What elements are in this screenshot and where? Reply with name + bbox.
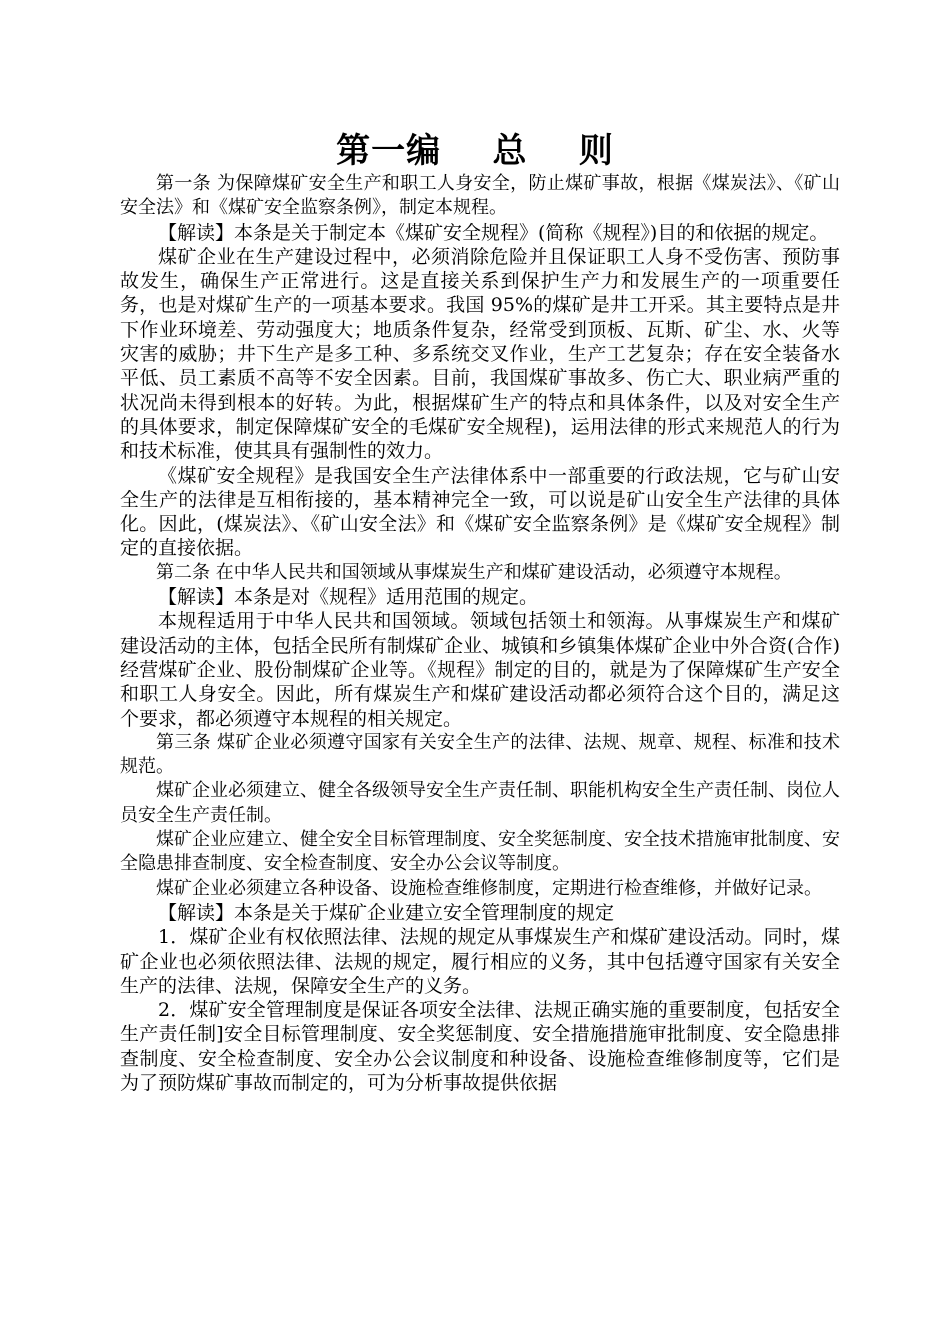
- article-paragraph: 第一条 为保障煤矿安全生产和职工人身安全，防止煤矿事故，根据《煤炭法》、《矿山安全法》和《煤矿安全监察条例》，制定本规程。: [120, 173, 840, 219]
- body-paragraph: 1．煤矿企业有权依照法律、法规的规定从事煤炭生产和煤矿建设活动。同时，煤矿企业也必须依照法律、法规的规定，履行相应的义务，其中包括遵守国家有关安全生产的法律、法规，保障安全生产的义务。: [120, 926, 840, 997]
- interpretation-paragraph: 【解读】本条是关于制定本《煤矿安全规程》(简称《规程》)目的和依据的规定。: [158, 221, 829, 244]
- article-paragraph: 煤矿企业应建立、健全安全目标管理制度、安全奖惩制度、安全技术措施审批制度、安全隐患排查制度、安全检查制度、安全办公会议等制度。: [120, 829, 840, 875]
- body-paragraph: 《煤矿安全规程》是我国安全生产法律体系中一部重要的行政法规，它与矿山安全生产的法律是互相衔接的，基本精神完全一致，可以说是矿山安全生产法律的具体化。因此，(煤炭法》、《矿山安全法》和《煤矿安全监察条例》是《煤矿安全规程》制定的直接依据。: [120, 464, 840, 560]
- document-body: [120, 172, 840, 1095]
- body-paragraph: 本规程适用于中华人民共和国领域。领域包括领土和领海。从事煤炭生产和煤矿建设活动的主体，包括全民所有制煤矿企业、城镇和乡镇集体煤矿企业中外合资(合作)经营煤矿企业、股份制煤矿企业等。《规程》制定的目的，就是为了保障煤矿生产安全和职工人身安全。因此，所有煤炭生产和煤矿建设活动都必须符合这个目的，满足这个要求，都必须遵守本规程的相关规定。: [120, 610, 840, 730]
- body-paragraph: 煤矿企业在生产建设过程中，必须消除危险并且保证职工人身不受伤害、预防事故发生，确保生产正常进行。这是直接关系到保护生产力和发展生产的一项重要任务，也是对煤矿生产的一项基本要求。我国 95%的煤矿是井工开采。其主要特点是井下作业环境差、劳动强度大；地质条件复杂，经常受到顶板、瓦斯、矿尘、水、火等灾害的威胁；井下生产是多工种、多系统交叉作业，生产工艺复杂；存在安全装备水平低、员工素质不高等不安全因素。目前，我国煤矿事故多、伤亡大、职业病严重的状况尚未得到根本的好转。为此，根据煤矿生产的特点和具体条件，以及对安全生产的具体要求，制定保障煤矿安全的毛煤矿安全规程)，运用法律的形式来规范人的行为和技术标准，使其具有强制性的效力。: [120, 245, 840, 463]
- interpretation-paragraph: 【解读】本条是关于煤矿企业建立安全管理制度的规定: [158, 901, 615, 924]
- interpretation-paragraph: 【解读】本条是对《规程》适用范围的规定。: [158, 586, 539, 609]
- body-paragraph: 2．煤矿安全管理制度是保证各项安全法律、法规正确实施的重要制度，包括安全生产责任制]安全目标管理制度、安全奖惩制度、安全措施措施审批制度、安全隐患排查制度、安全检查制度、安全办公会议制度和种设备、设施检查维修制度等，它们是为了预防煤矿事故而制定的，可为分析事故提供依据: [120, 999, 840, 1094]
- page-title: 第一编 总 则: [336, 131, 614, 171]
- article-paragraph: 煤矿企业必须建立、健全各级领导安全生产责任制、职能机构安全生产责任制、岗位人员安全生产责任制。: [120, 780, 840, 826]
- article-paragraph: 第二条 在中华人民共和国领域从事煤炭生产和煤矿建设活动，必须遵守本规程。: [156, 561, 792, 583]
- article-paragraph: 第三条 煤矿企业必须遵守国家有关安全生产的法律、法规、规章、规程、标准和技术规范。: [120, 731, 840, 778]
- article-paragraph: 煤矿企业必须建立各种设备、设施检查维修制度，定期进行检查维修，并做好记录。: [156, 877, 822, 899]
